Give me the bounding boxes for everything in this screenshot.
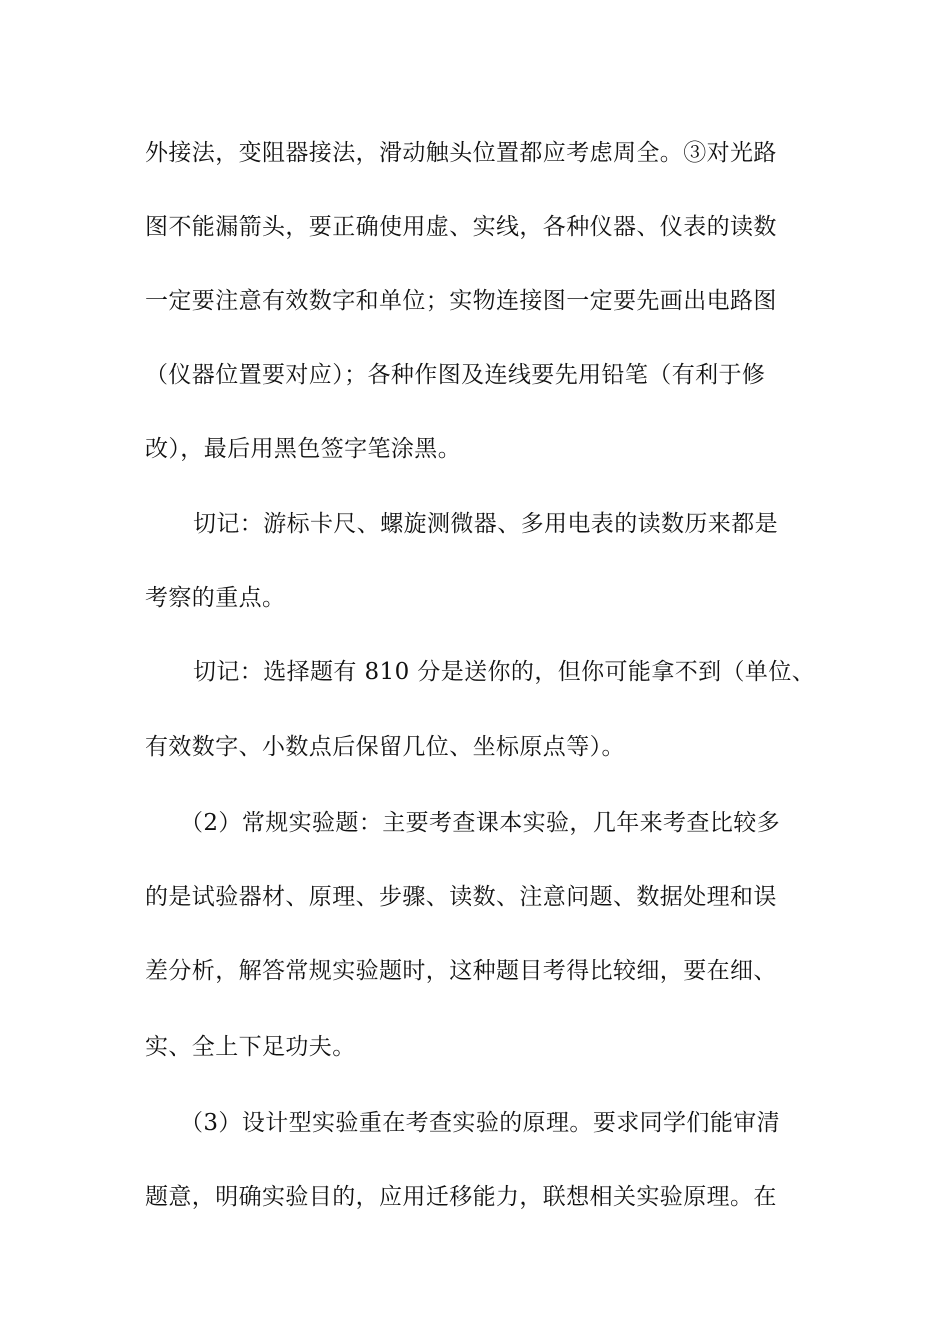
text-line-5: 改），最后用黑色签字笔涂黑。	[145, 436, 462, 462]
text-line-8: 切记：选择题有 810 分是送你的，但你可能拿不到（单位、	[193, 659, 816, 685]
text-line-6: 切记：游标卡尺、螺旋测微器、多用电表的读数历来都是	[193, 511, 778, 537]
text-line-14: （3）设计型实验重在考查实验的原理。要求同学们能审清	[180, 1110, 781, 1136]
text-line-11: 的是试验器材、原理、步骤、读数、注意问题、数据处理和误	[145, 884, 777, 910]
text-line-9: 有效数字、小数点后保留几位、坐标原点等）。	[145, 734, 625, 760]
text-line-4: （仪器位置要对应）；各种作图及连线要先用铅笔（有利于修	[145, 362, 766, 388]
text-line-1: 外接法，变阻器接法，滑动触头位置都应考虑周全。③对光路	[145, 140, 777, 166]
text-line-7: 考察的重点。	[145, 585, 286, 611]
text-line-3: 一定要注意有效数字和单位；实物连接图一定要先画出电路图	[145, 288, 777, 314]
text-line-2: 图不能漏箭头，要正确使用虚、实线，各种仪器、仪表的读数	[145, 214, 777, 240]
text-line-15: 题意，明确实验目的，应用迁移能力，联想相关实验原理。在	[145, 1184, 777, 1210]
text-line-10: （2）常规实验题：主要考查课本实验，几年来考查比较多	[180, 810, 781, 836]
text-line-12: 差分析，解答常规实验题时，这种题目考得比较细，要在细、	[145, 958, 777, 984]
text-line-13: 实、全上下足功夫。	[145, 1034, 356, 1060]
